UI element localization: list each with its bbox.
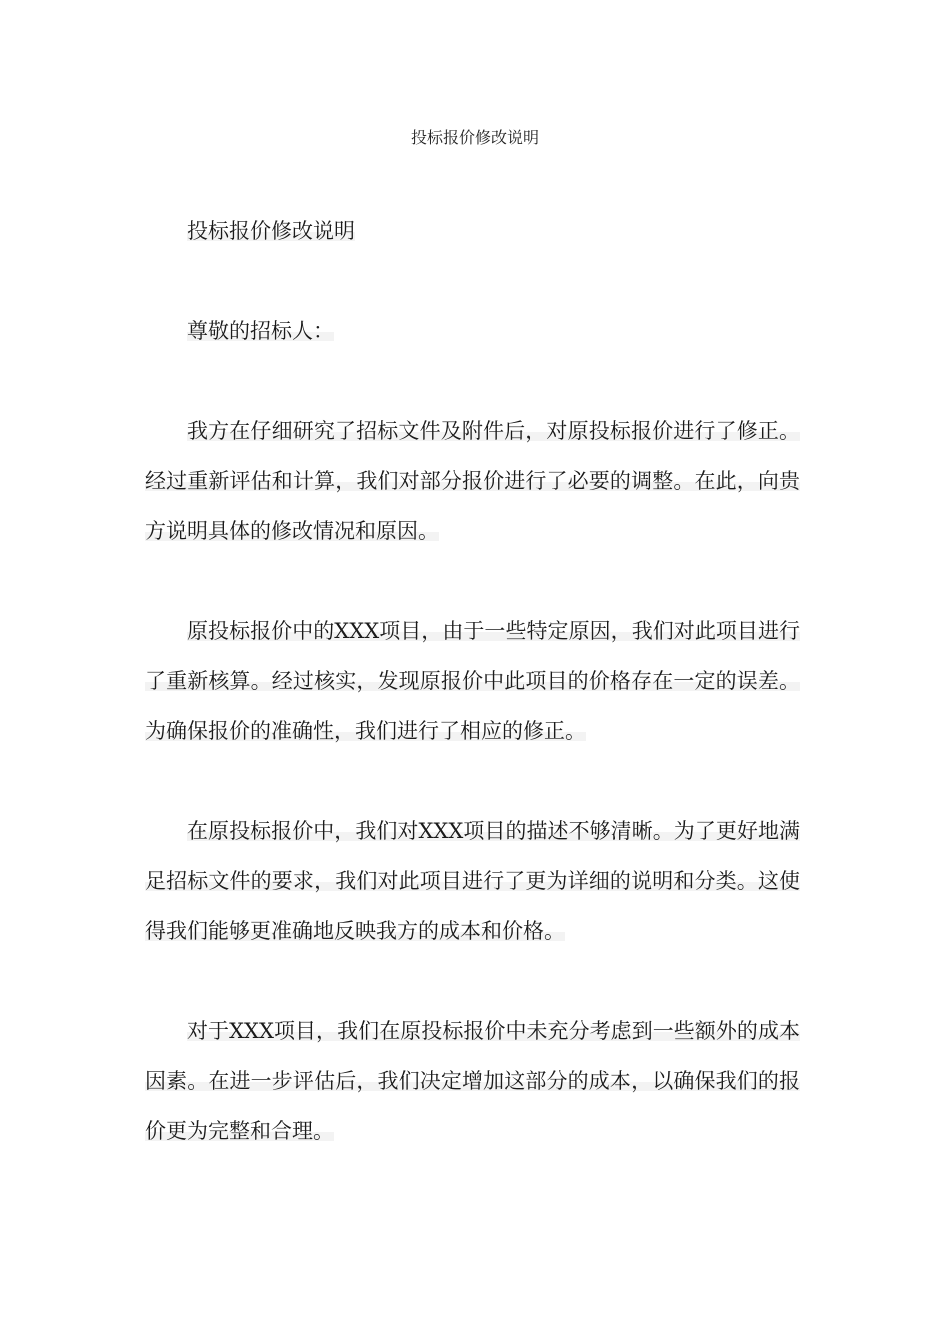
paragraph-text: 尊敬的招标人： [187, 319, 334, 343]
page-header-title: 投标报价修改说明 [410, 128, 539, 147]
paragraph-intro [145, 406, 800, 556]
paragraph-title [145, 206, 800, 256]
paragraph-text: 我方在仔细研究了招标文件及附件后，对原投标报价进行了修正。经过重新评估和计算，我们对部分报价进行了必要的调整。在此，向贵方说明具体的修改情况和原因。 [145, 419, 800, 543]
document-body [145, 206, 800, 1156]
paragraph-text: 原投标报价中的XXX项目，由于一些特定原因，我们对此项目进行了重新核算。经过核实，发现原报价中此项目的价格存在一定的误差。为确保报价的准确性，我们进行了相应的修正。 [145, 619, 800, 743]
paragraph-salutation [145, 306, 800, 356]
paragraph-item-2 [145, 806, 800, 956]
paragraph-item-1 [145, 606, 800, 756]
paragraph-text: 对于XXX项目，我们在原投标报价中未充分考虑到一些额外的成本因素。在进一步评估后，我们决定增加这部分的成本，以确保我们的报价更为完整和合理。 [145, 1019, 800, 1143]
paragraph-text: 投标报价修改说明 [187, 219, 355, 243]
paragraph-item-3 [145, 1006, 800, 1156]
paragraph-text: 在原投标报价中，我们对XXX项目的描述不够清晰。为了更好地满足招标文件的要求，我们对此项目进行了更为详细的说明和分类。这使得我们能够更准确地反映我方的成本和价格。 [145, 819, 800, 943]
